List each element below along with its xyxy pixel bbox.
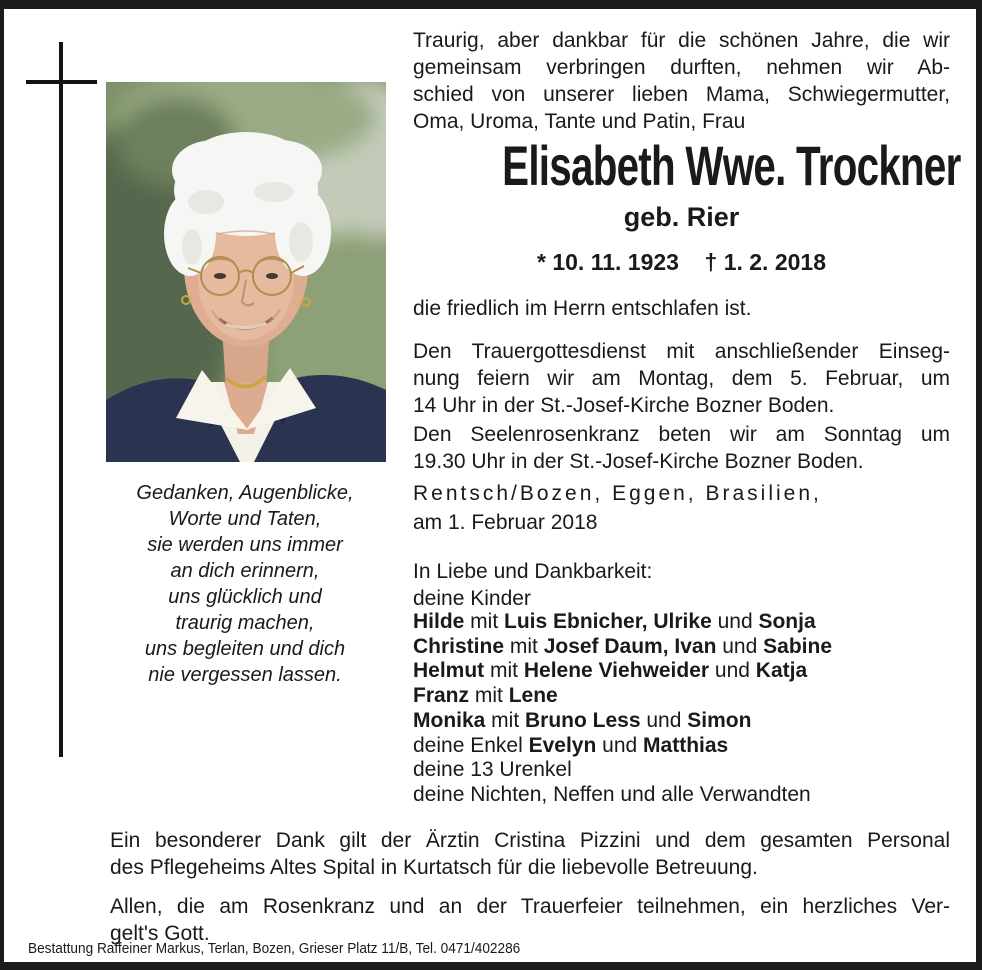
deceased-name-text: Elisabeth Wwe. Trockner: [502, 134, 961, 197]
deceased-name: [413, 134, 961, 197]
latin-cross-icon-bar: [26, 80, 97, 84]
latin-cross-icon: [59, 42, 63, 757]
attendees-paragraph: Allen, die am Rosenkranz und an der Trauerfeier teilnehmen, ein herzliches Ver- gelt's Gott.: [110, 895, 950, 945]
memorial-verse: Gedanken, Augenblicke, Worte und Taten, sie werden uns immer an dich erinnern, uns glücklich und traurig machen, uns begleiten und dich nie vergessen lassen.: [136, 482, 354, 686]
places-line: Rentsch/Bozen, Eggen, Brasilien,: [413, 482, 822, 505]
children-label: deine Kinder: [413, 587, 531, 610]
maiden-name: geb. Rier: [623, 202, 740, 232]
rosary-paragraph: Den Seelenrosenkranz beten wir am Sonntag um 19.30 Uhr in der St.-Josef-Kirche Bozner Boden.: [413, 423, 950, 473]
family-list: Hilde mit Luis Ebnicher, Ulrike und Sonja Christine mit Josef Daum, Ivan und Sabine Helmut mit Helene Viehweider und Katja Franz mit Lene Monika mit Bruno Less und Simon deine Enkel Evelyn und Matthias deine 13 Urenkel deine Nichten, Neffen und alle Verwandten: [413, 610, 832, 806]
portrait-photo: [106, 82, 386, 462]
thanks-paragraph: Ein besonderer Dank gilt der Ärztin Cristina Pizzini und dem gesamten Personal des Pflegeheims Altes Spital in Kurtatsch für die liebevolle Betreuung.: [110, 829, 950, 879]
birth-death-dates: * 10. 11. 1923 † 1. 2. 2018: [536, 249, 827, 275]
farewell-heading: In Liebe und Dankbarkeit:: [413, 560, 653, 583]
portrait-photo-graphic: [106, 82, 386, 462]
acknowledgement-block: [110, 827, 950, 947]
funeral-service-paragraph: Den Trauergottesdienst mit anschließender Einseg- nung feiern wir am Montag, dem 5. Februar, um 14 Uhr in der St.-Josef-Kirche Bozner Boden.: [413, 340, 950, 417]
death-note: die friedlich im Herrn entschlafen ist.: [413, 297, 752, 320]
date-line: am 1. Februar 2018: [413, 511, 598, 534]
undertaker-info: Bestattung Raffeiner Markus, Terlan, Bozen, Grieser Platz 11/B, Tel. 0471/402286: [28, 941, 521, 957]
intro-paragraph: Traurig, aber dankbar für die schönen Jahre, die wir gemeinsam verbringen durften, nehmen wir Ab- schied von unserer lieben Mama, Schwiegermutter, Oma, Uroma, Tante und Patin, Frau: [413, 29, 950, 133]
places-and-date: [413, 479, 950, 537]
